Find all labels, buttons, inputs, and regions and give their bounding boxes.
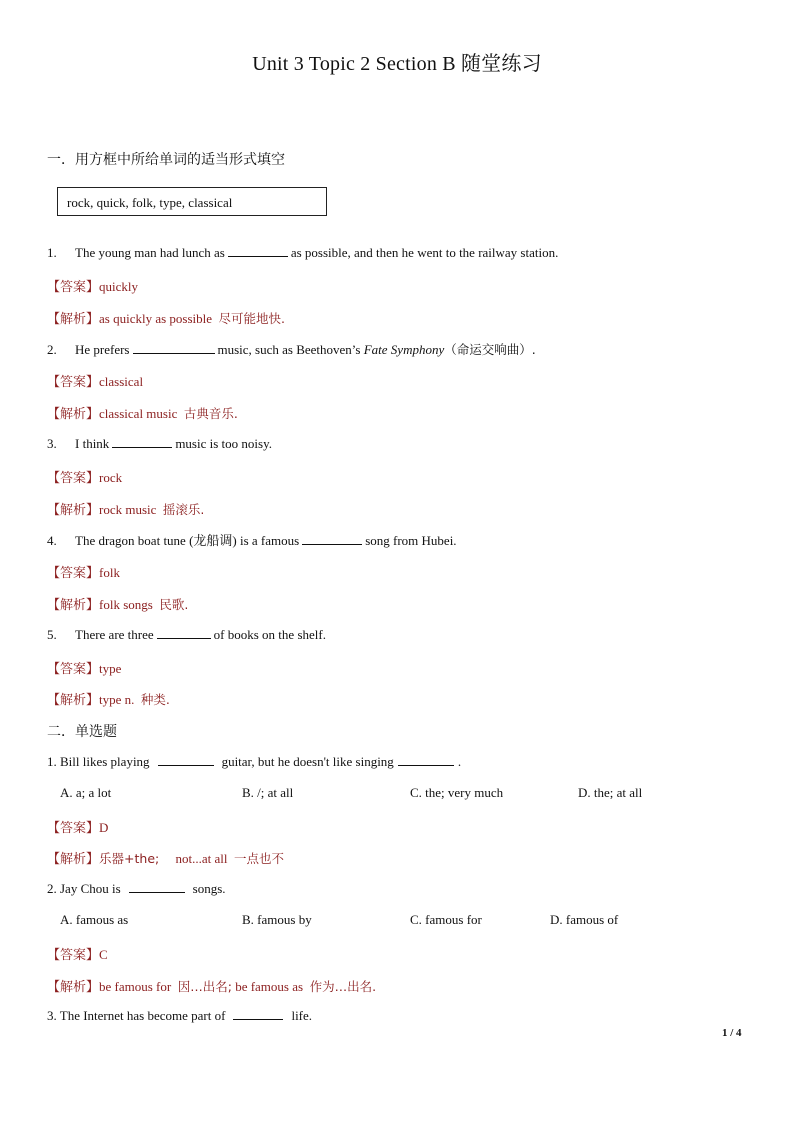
mc-answer-1: 【答案】D [47,820,109,836]
mc-question-3: 3. The Internet has become part of life. [47,1008,313,1023]
fill-question-2: 2. He prefers music, such as Beethoven’s Fate Symphony（命运交响曲）. [47,342,536,357]
answer-blank[interactable] [228,244,288,257]
answer-blank[interactable] [157,626,211,639]
answer-4: 【答案】folk [47,565,120,581]
answer-5: 【答案】type [47,661,122,677]
option-c[interactable]: C. the; very much [410,785,504,800]
fill-question-3: 3. I think music is too noisy. [47,436,272,451]
analysis-3: 【解析】rock music 摇滚乐. [47,502,205,518]
answer-blank[interactable] [158,753,214,766]
option-a[interactable]: A. a; a lot [60,785,112,800]
page-title: Unit 3 Topic 2 Section B 随堂练习 [252,53,542,75]
fill-question-5: 5. There are three of books on the shelf. [47,627,326,642]
option-d[interactable]: D. famous of [550,912,619,927]
option-c[interactable]: C. famous for [410,912,482,927]
fill-question-4: 4. The dragon boat tune (龙船调) is a famous song from Hubei. [47,533,457,548]
fill-question-1: 1. The young man had lunch as as possible, and then he went to the railway station. [47,245,559,260]
option-d[interactable]: D. the; at all [578,785,643,800]
answer-1: 【答案】quickly [47,279,139,295]
page-number: 1 / 4 [722,1027,742,1039]
analysis-4: 【解析】folk songs 民歌. [47,597,189,613]
mc-analysis-1: 【解析】乐器+the; not...at all 一点也不 [47,851,284,867]
answer-2: 【答案】classical [47,374,144,390]
answer-blank[interactable] [133,341,215,354]
part2-heading: 二．单选题 [47,724,117,740]
answer-blank[interactable] [398,753,454,766]
option-b[interactable]: B. /; at all [242,785,294,800]
answer-blank[interactable] [233,1007,283,1020]
option-b[interactable]: B. famous by [242,912,312,927]
answer-3: 【答案】rock [47,470,123,486]
mc-analysis-2: 【解析】be famous for 因…出名; be famous as 作为…出名. [47,979,377,995]
analysis-1: 【解析】as quickly as possible 尽可能地快. [47,311,286,327]
part1-heading: 一．用方框中所给单词的适当形式填空 [47,152,285,168]
word-box: rock, quick, folk, type, classical [57,187,327,216]
answer-blank[interactable] [302,532,362,545]
mc-answer-2: 【答案】C [47,947,108,963]
option-a[interactable]: A. famous as [60,912,129,927]
analysis-5: 【解析】type n. 种类. [47,692,170,708]
answer-blank[interactable] [129,880,185,893]
answer-blank[interactable] [112,435,172,448]
mc-question-2: 2. Jay Chou is songs. [47,881,226,896]
analysis-2: 【解析】classical music 古典音乐. [47,406,238,422]
mc-question-1: 1. Bill likes playing guitar, but he doesn't like singing . [47,754,462,769]
